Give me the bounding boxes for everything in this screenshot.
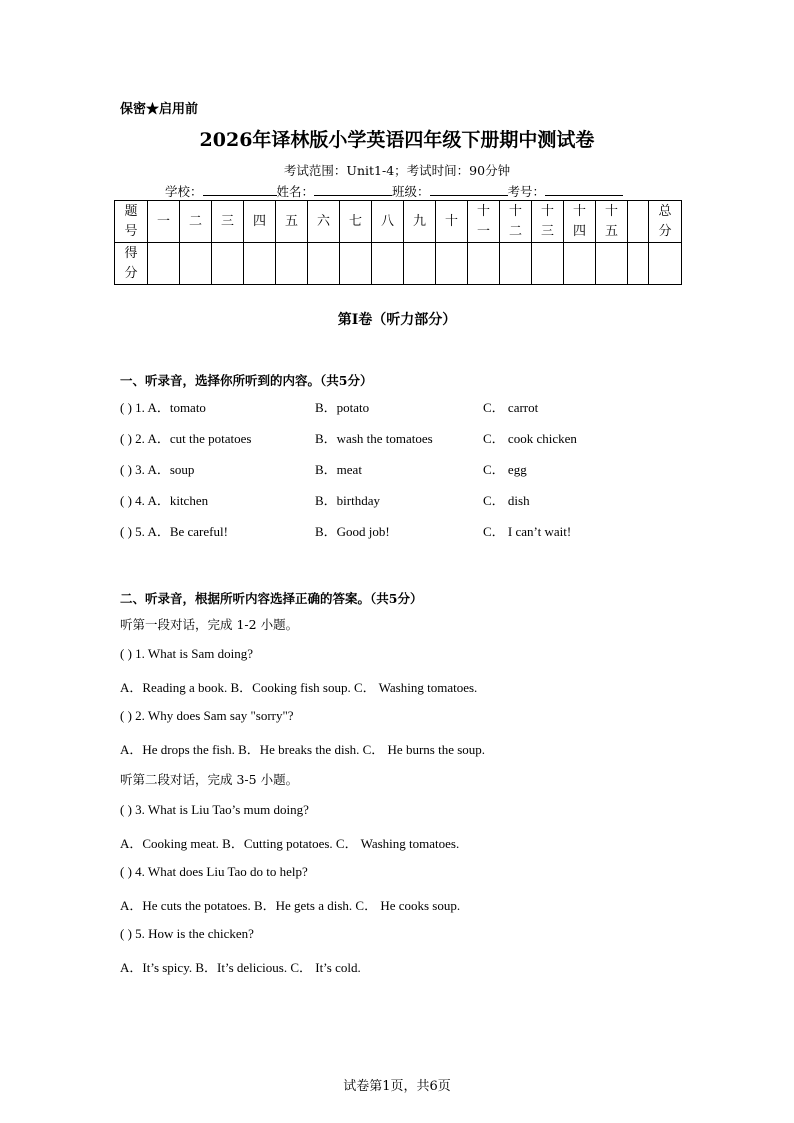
name-blank[interactable] [314, 183, 392, 196]
page-footer: 试卷第1页，共6页 [343, 1079, 451, 1094]
exam-title: 2026年译林版小学英语四年级下册期中测试卷 [199, 129, 595, 151]
s2-q2-stem: ( ) 2. Why does Sam say "sorry"? [120, 708, 294, 723]
s1-q1-option-c: C． carrot [483, 400, 539, 415]
row-label-score: 得 分 [115, 243, 148, 285]
section2-title: 二、听录音，根据所听内容选择正确的答案。（共5分） [120, 591, 423, 606]
school-blank[interactable] [203, 183, 277, 196]
s1-q2-option-c: C． cook chicken [483, 431, 577, 446]
score-cell[interactable] [564, 243, 596, 285]
col-header: 二 [180, 201, 212, 243]
score-cell[interactable] [372, 243, 404, 285]
s1-q4-option-c: C． dish [483, 493, 530, 508]
col-header: 十 三 [532, 201, 564, 243]
s1-q3-option-b: B．meat [315, 462, 362, 477]
col-header: 十 四 [564, 201, 596, 243]
score-table [114, 200, 682, 285]
col-header: 七 [340, 201, 372, 243]
s2-q1-options: A．Reading a book. B．Cooking fish soup. C． Washing tomatoes. [120, 680, 478, 695]
score-cell[interactable] [276, 243, 308, 285]
s2-q2-options: A．He drops the fish. B．He breaks the dish. C． He burns the soup. [120, 742, 486, 757]
score-cell[interactable] [308, 243, 340, 285]
score-cell[interactable] [180, 243, 212, 285]
score-cell[interactable] [500, 243, 532, 285]
number-blank[interactable] [545, 183, 623, 196]
col-header: 四 [244, 201, 276, 243]
s1-q4-stem: ( ) 4. A．kitchen [120, 493, 209, 508]
col-header: 十 五 [596, 201, 628, 243]
s1-q3-option-c: C． egg [483, 462, 527, 477]
name-label: 姓名： [276, 184, 315, 199]
col-header: 总 分 [649, 201, 682, 243]
score-cell[interactable] [148, 243, 180, 285]
question-number-row [115, 201, 682, 243]
part-title: 第I卷（听力部分） [337, 312, 457, 328]
score-cell[interactable] [628, 243, 649, 285]
col-header: 三 [212, 201, 244, 243]
score-cell[interactable] [596, 243, 628, 285]
col-header: 十 [436, 201, 468, 243]
s1-q2-option-b: B．wash the tomatoes [315, 431, 433, 446]
s1-q5-option-b: B．Good job! [315, 524, 390, 539]
class-blank[interactable] [430, 183, 508, 196]
dialogue2-instruction: 听第二段对话，完成 3-5 小题。 [120, 772, 299, 787]
s2-q5-options: A．It’s spicy. B．It’s delicious. C． It’s cold. [120, 960, 361, 975]
s2-q3-options: A．Cooking meat. B．Cutting potatoes. C． Washing tomatoes. [120, 836, 460, 851]
exam-subtitle: 考试范围：Unit1-4；考试时间：90分钟 [283, 163, 511, 178]
col-header [628, 201, 649, 243]
s2-q3-stem: ( ) 3. What is Liu Tao’s mum doing? [120, 802, 309, 817]
col-header: 十 一 [468, 201, 500, 243]
s1-q4-option-b: B．birthday [315, 493, 380, 508]
class-label: 班级： [392, 184, 430, 199]
col-header: 五 [276, 201, 308, 243]
s1-q1-stem: ( ) 1. A．tomato [120, 400, 206, 415]
s1-q3-stem: ( ) 3. A．soup [120, 462, 195, 477]
score-cell[interactable] [649, 243, 682, 285]
col-header: 十 二 [500, 201, 532, 243]
score-cell[interactable] [532, 243, 564, 285]
score-cell[interactable] [212, 243, 244, 285]
s2-q5-stem: ( ) 5. How is the chicken? [120, 926, 254, 941]
dialogue1-instruction: 听第一段对话，完成 1-2 小题。 [120, 617, 299, 632]
student-info-line [165, 182, 623, 200]
col-header: 八 [372, 201, 404, 243]
col-header: 一 [148, 201, 180, 243]
score-cell[interactable] [244, 243, 276, 285]
s1-q1-option-b: B．potato [315, 400, 370, 415]
row-label-question: 题 号 [115, 201, 148, 243]
s2-q4-stem: ( ) 4. What does Liu Tao do to help? [120, 864, 308, 879]
score-cell[interactable] [340, 243, 372, 285]
score-cell[interactable] [468, 243, 500, 285]
section1-title: 一、听录音，选择你所听到的内容。（共5分） [120, 373, 373, 388]
s1-q5-stem: ( ) 5. A．Be careful! [120, 524, 228, 539]
score-row [115, 243, 682, 285]
score-cell[interactable] [436, 243, 468, 285]
s1-q5-option-c: C． I can’t wait! [483, 524, 572, 539]
score-cell[interactable] [404, 243, 436, 285]
col-header: 六 [308, 201, 340, 243]
col-header: 九 [404, 201, 436, 243]
s2-q1-stem: ( ) 1. What is Sam doing? [120, 646, 253, 661]
number-label: 考号： [507, 184, 546, 199]
school-label: 学校： [165, 184, 203, 199]
confidential-mark: 保密★启用前 [120, 102, 199, 117]
s1-q2-stem: ( ) 2. A．cut the potatoes [120, 431, 252, 446]
s2-q4-options: A．He cuts the potatoes. B．He gets a dish. C． He cooks soup. [120, 898, 461, 913]
